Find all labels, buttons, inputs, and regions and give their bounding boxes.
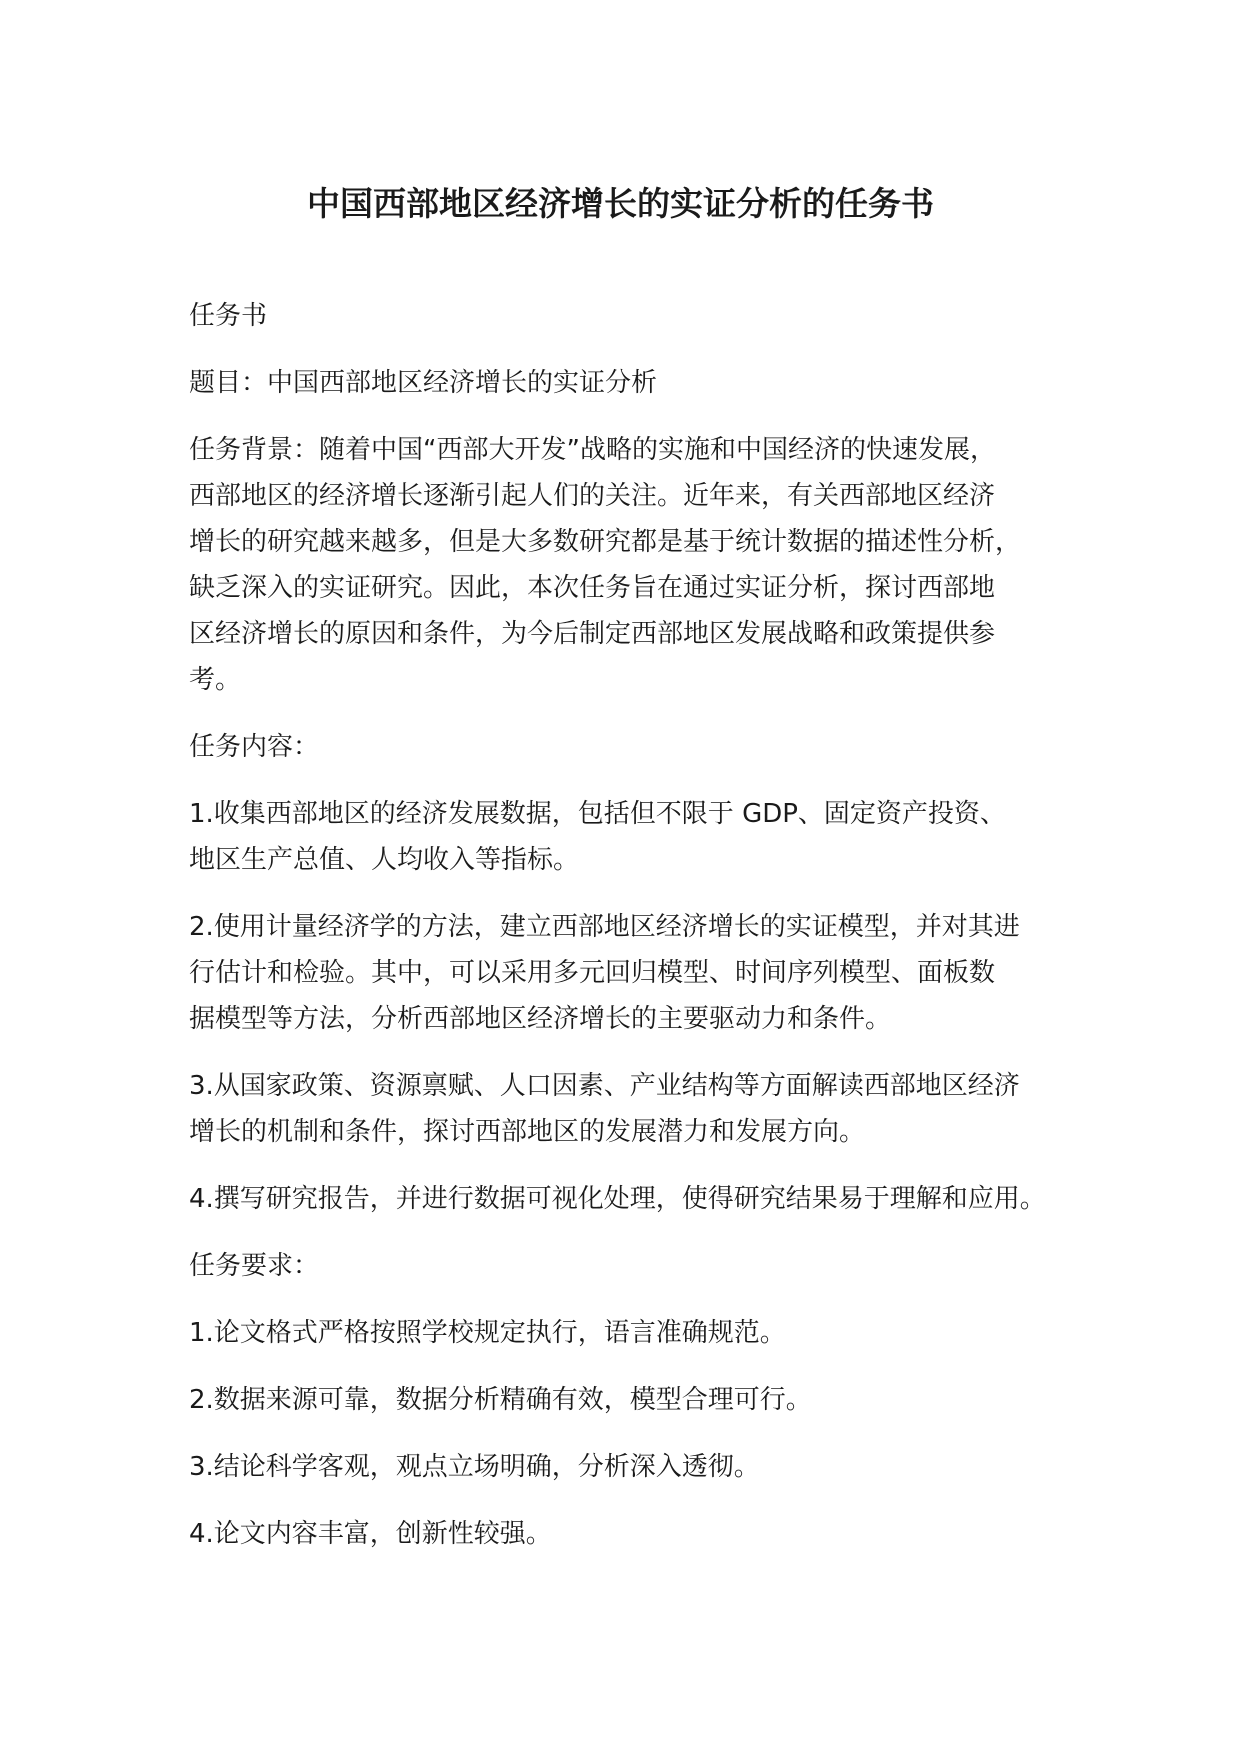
paragraph-line: 2.使用计量经济学的方法，建立西部地区经济增长的实证模型，并对其进: [189, 912, 1020, 942]
paragraph-line: 4.撰写研究报告，并进行数据可视化处理，使得研究结果易于理解和应用。: [189, 1184, 1046, 1214]
paragraph: [189, 1063, 1089, 1155]
paragraph: [189, 904, 1089, 1042]
paragraph: [189, 360, 1089, 406]
paragraph-line: 任务书: [189, 301, 268, 331]
document-title: 中国西部地区经济增长的实证分析的任务书: [307, 184, 934, 223]
paragraph-line: 2.数据来源可靠，数据分析精确有效，模型合理可行。: [189, 1385, 812, 1415]
paragraph-line: 增长的研究越来越多，但是大多数研究都是基于统计数据的描述性分析，: [189, 527, 1022, 557]
paragraph-line: 任务要求：: [189, 1251, 320, 1281]
paragraph-line: 1.论文格式严格按照学校规定执行，语言准确规范。: [189, 1318, 786, 1348]
paragraph-line: 4.论文内容丰富，创新性较强。: [189, 1519, 552, 1549]
paragraph-line: 3.从国家政策、资源禀赋、人口因素、产业结构等方面解读西部地区经济: [189, 1071, 1020, 1101]
paragraph-line: 西部地区的经济增长逐渐引起人们的关注。近年来，有关西部地区经济: [189, 481, 996, 511]
paragraph: [189, 1310, 1089, 1356]
paragraph: [189, 1511, 1089, 1557]
paragraph: [189, 1377, 1089, 1423]
paragraph: [189, 791, 1089, 883]
paragraph-line: 地区生产总值、人均收入等指标。: [189, 845, 580, 875]
paragraph-line: 任务背景：随着中国“西部大开发”战略的实施和中国经济的快速发展，: [189, 435, 996, 465]
paragraph: [189, 724, 1089, 770]
paragraph: [189, 1444, 1089, 1490]
paragraph-line: 3.结论科学客观，观点立场明确，分析深入透彻。: [189, 1452, 760, 1482]
paragraph-line: 增长的机制和条件，探讨西部地区的发展潜力和发展方向。: [189, 1117, 866, 1147]
paragraph: [189, 1243, 1089, 1289]
document-body: [189, 293, 1089, 1578]
paragraph: [189, 427, 1089, 703]
paragraph-line: 考。: [189, 665, 242, 695]
paragraph-line: 任务内容：: [189, 732, 320, 762]
paragraph-line: 1.收集西部地区的经济发展数据，包括但不限于 GDP、固定资产投资、: [189, 799, 1006, 829]
paragraph: [189, 293, 1089, 339]
paragraph-line: 缺乏深入的实证研究。因此，本次任务旨在通过实证分析，探讨西部地: [189, 573, 996, 603]
paragraph-line: 据模型等方法，分析西部地区经济增长的主要驱动力和条件。: [189, 1004, 892, 1034]
paragraph-line: 行估计和检验。其中，可以采用多元回归模型、时间序列模型、面板数: [189, 958, 996, 988]
paragraph-line: 区经济增长的原因和条件，为今后制定西部地区发展战略和政策提供参: [189, 619, 996, 649]
paragraph: [189, 1176, 1089, 1222]
paragraph-line: 题目：中国西部地区经济增长的实证分析: [189, 368, 658, 398]
